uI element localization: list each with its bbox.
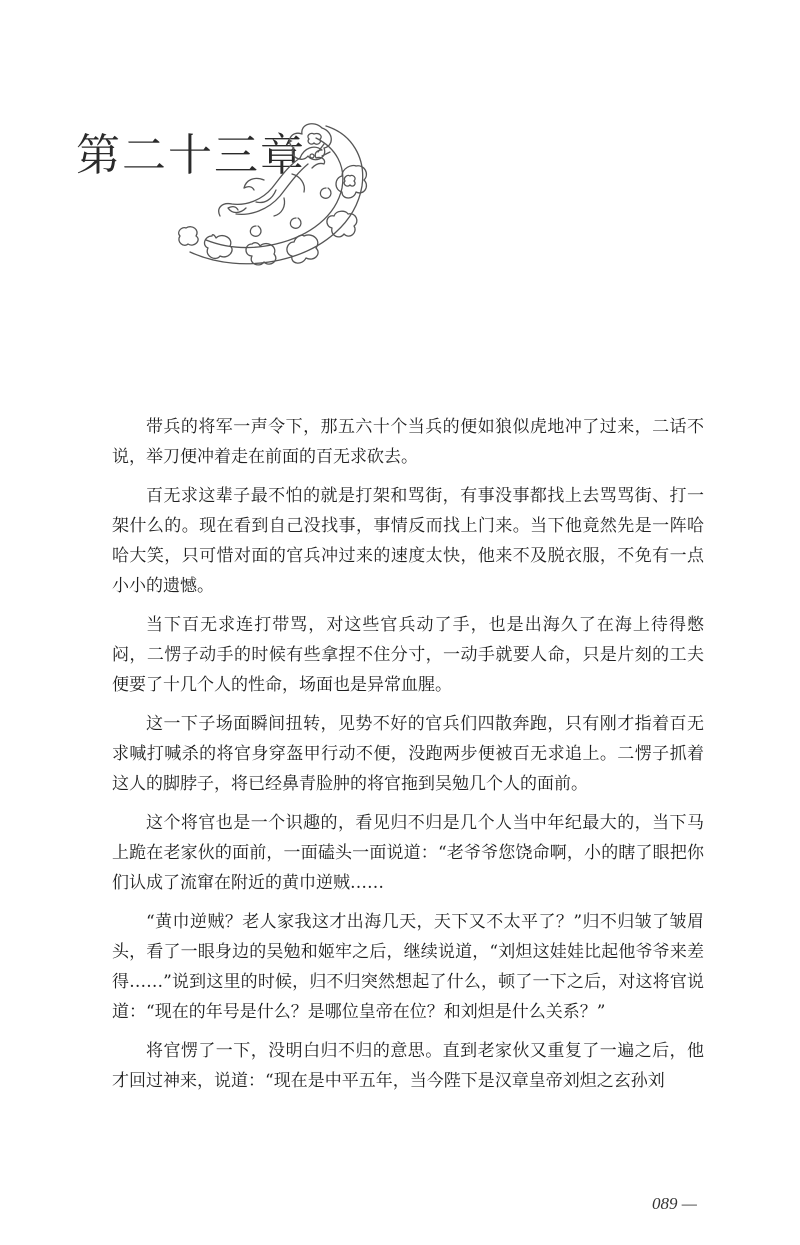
auspicious-cloud-dragon-icon — [176, 118, 376, 278]
paragraph: “黄巾逆贼？老人家我这才出海几天，天下又不太平了？”归不归皱了皱眉头，看了一眼身边的吴勉和姬牢之后，继续说道，“刘炟这娃娃比起他爷爷来差得……”说到这里的时候，归不归突然想起了什么，顿了一下之后，对这将官说道：“现在的年号是什么？是哪位皇帝在位？和刘炟是什么关系？” — [112, 912, 704, 1022]
paragraph: 百无求这辈子最不怕的就是打架和骂街，有事没事都找上去骂骂街、打一架什么的。现在看到自己没找事，事情反而找上门来。当下他竟然先是一阵哈哈大笑，只可惜对面的官兵冲过来的速度太快，他来不及脱衣服，不免有一点小小的遗憾。 — [112, 486, 704, 596]
paragraph: 带兵的将军一声令下，那五六十个当兵的便如狼似虎地冲了过来，二话不说，举刀便冲着走在前面的百无求砍去。 — [112, 417, 704, 467]
paragraph: 这一下子场面瞬间扭转，见势不好的官兵们四散奔跑，只有刚才指着百无求喊打喊杀的将官身穿盔甲行动不便，没跑两步便被百无求追上。二愣子抓着这人的脚脖子，将已经鼻青脸肿的将官拖到吴勉几个人的面前。 — [112, 714, 704, 794]
paragraph: 这个将官也是一个识趣的，看见归不归是几个人当中年纪最大的，当下马上跪在老家伙的面前，一面磕头一面说道：“老爷爷您饶命啊，小的瞎了眼把你们认成了流窜在附近的黄巾逆贼…… — [112, 813, 704, 893]
page-number: 089 — — [652, 1194, 697, 1213]
paragraph: 将官愣了一下，没明白归不归的意思。直到老家伙又重复了一遍之后，他才回过神来，说道：“现在是中平五年，当今陛下是汉章皇帝刘炟之玄孙刘 — [112, 1041, 704, 1091]
paragraph: 当下百无求连打带骂，对这些官兵动了手，也是出海久了在海上待得憋闷，二愣子动手的时候有些拿捏不住分寸，一动手就要人命，只是片刻的工夫便要了十几个人的性命，场面也是异常血腥。 — [112, 615, 704, 695]
chapter-title: 第二十三章 — [76, 130, 306, 181]
chapter-body — [112, 412, 704, 1105]
